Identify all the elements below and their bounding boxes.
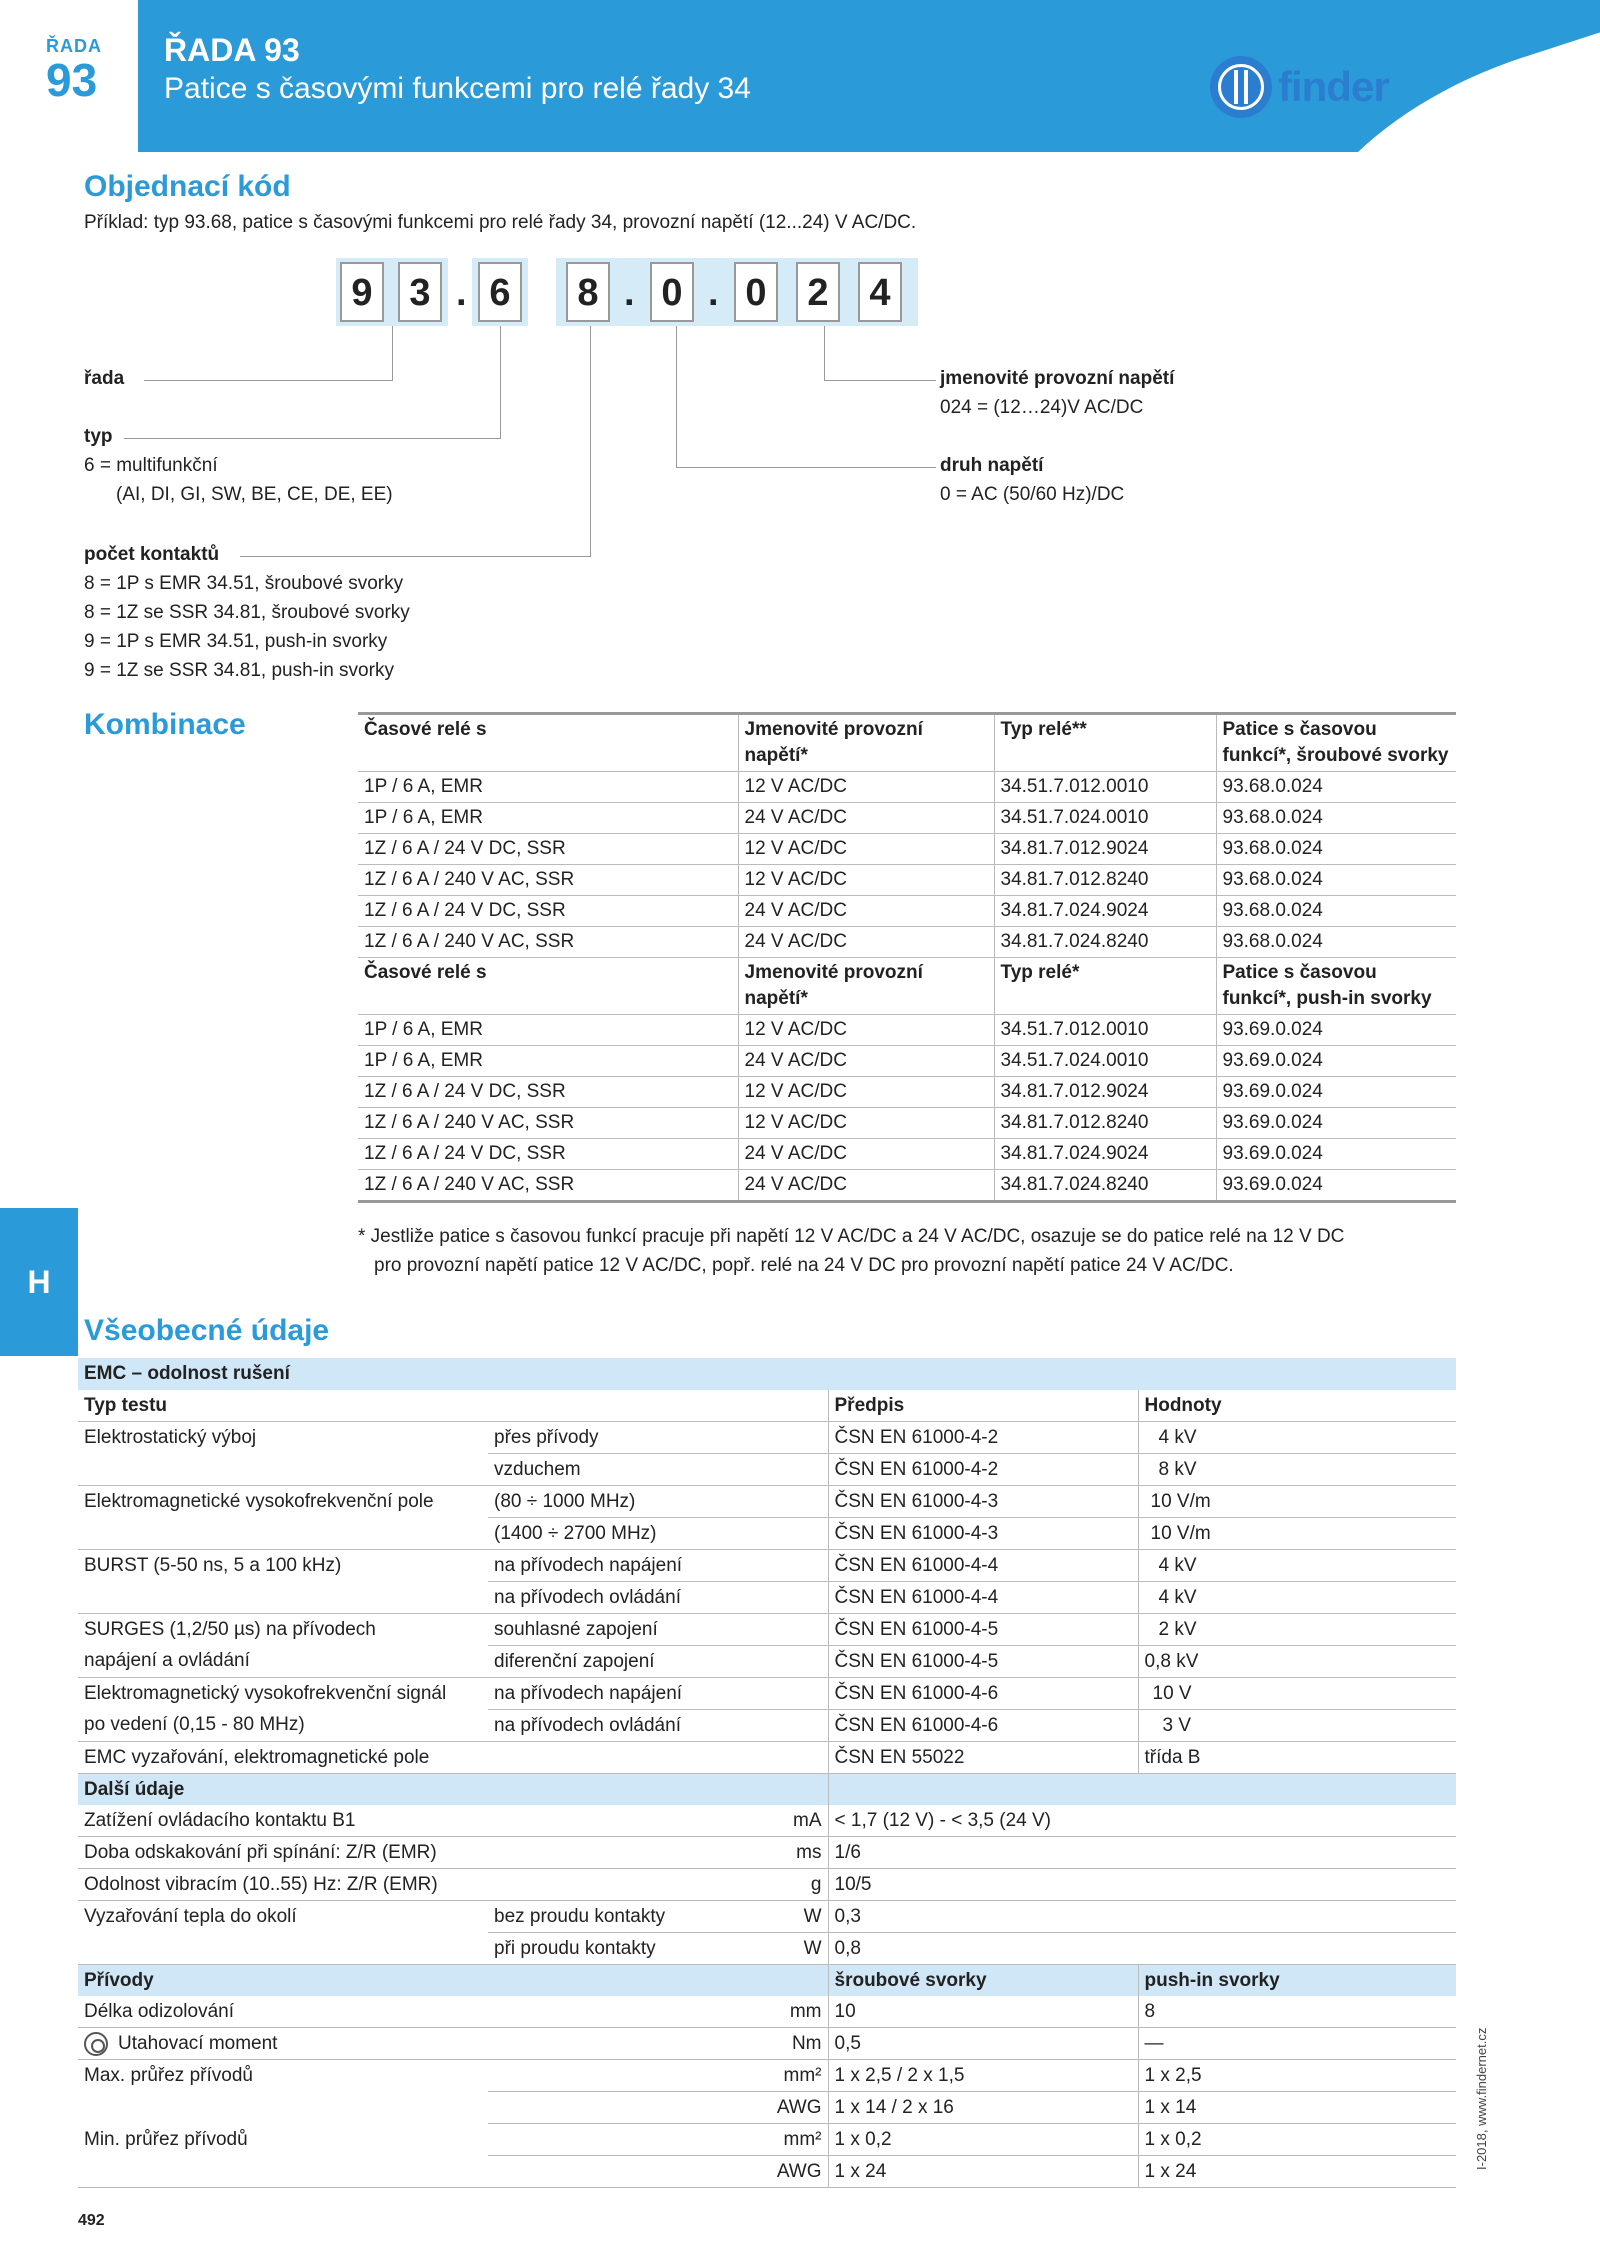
table-cell: na přívodech ovládání bbox=[488, 1709, 828, 1741]
code-digit: 4 bbox=[858, 262, 902, 322]
kombinace-heading: Kombinace bbox=[84, 708, 246, 741]
table-cell: 12 V AC/DC bbox=[738, 1108, 994, 1139]
table-band-row bbox=[78, 1358, 1456, 1390]
table-row bbox=[78, 1581, 1456, 1613]
table-cell: 1 x 14 / 2 x 16 bbox=[828, 2092, 1138, 2124]
table-cell: Zatížení ovládacího kontaktu B1 bbox=[78, 1805, 488, 1837]
table-cell: 1 x 2,5 bbox=[1138, 2060, 1456, 2092]
table-cell: ČSN EN 61000-4-5 bbox=[828, 1645, 1138, 1677]
table-cell: 93.69.0.024 bbox=[1216, 1077, 1456, 1108]
table-cell: na přívodech napájení bbox=[488, 1677, 828, 1709]
kombinace-table bbox=[358, 712, 1456, 1203]
table-header-cell: Patice s časovou funkcí*, šroubové svorky bbox=[1216, 714, 1456, 772]
table-band-row bbox=[78, 1964, 1456, 1996]
table-cell: 34.51.7.012.0010 bbox=[994, 772, 1216, 803]
table-header-row bbox=[358, 714, 1456, 772]
table-cell: 93.68.0.024 bbox=[1216, 834, 1456, 865]
table-cell: 1 x 2,5 / 2 x 1,5 bbox=[828, 2060, 1138, 2092]
table-cell-unit: ms bbox=[488, 1836, 828, 1868]
table-cell: 1P / 6 A, EMR bbox=[358, 1015, 738, 1046]
table-cell: 1 x 24 bbox=[1138, 2156, 1456, 2188]
table-cell: 93.69.0.024 bbox=[1216, 1046, 1456, 1077]
table-cell: — bbox=[1138, 2028, 1456, 2060]
band-label: push-in svorky bbox=[1138, 1964, 1456, 1996]
table-cell bbox=[488, 1900, 828, 1932]
table-cell: 34.81.7.012.9024 bbox=[994, 1077, 1216, 1108]
table-cell: < 1,7 (12 V) - < 3,5 (24 V) bbox=[828, 1805, 1456, 1837]
table-cell: 34.51.7.012.0010 bbox=[994, 1015, 1216, 1046]
table-row bbox=[78, 1868, 1456, 1900]
pocet-line: 9 = 1Z se SSR 34.81, push-in svorky bbox=[84, 660, 394, 681]
table-cell: 12 V AC/DC bbox=[738, 1015, 994, 1046]
kombinace-footnote bbox=[358, 1222, 1344, 1280]
table-cell: 1P / 6 A, EMR bbox=[358, 772, 738, 803]
table-band-row bbox=[78, 1773, 1456, 1805]
table-cell: 10 V/m bbox=[1138, 1485, 1456, 1517]
table-cell-sub: bez proudu kontakty bbox=[494, 1905, 666, 1927]
table-row bbox=[358, 1170, 1456, 1202]
table-cell: 8 bbox=[1138, 1996, 1456, 2028]
table-row bbox=[78, 1836, 1456, 1868]
table-cell: 1 x 0,2 bbox=[828, 2124, 1138, 2156]
table-cell: ČSN EN 61000-4-2 bbox=[828, 1421, 1138, 1453]
connector-line bbox=[144, 380, 392, 381]
table-cell bbox=[78, 1581, 488, 1613]
table-cell: 34.51.7.024.0010 bbox=[994, 1046, 1216, 1077]
table-row bbox=[358, 896, 1456, 927]
code-digit: 0 bbox=[650, 262, 694, 322]
table-row bbox=[358, 1108, 1456, 1139]
ordering-heading: Objednací kód bbox=[84, 170, 291, 203]
page-subtitle: Patice s časovými funkcemi pro relé řady 34 bbox=[164, 72, 751, 105]
code-digit: 0 bbox=[734, 262, 778, 322]
table-header-cell: Typ testu bbox=[78, 1390, 828, 1422]
table-cell: SURGES (1,2/50 µs) na přívodech bbox=[84, 1618, 376, 1640]
band-label: Přívody bbox=[78, 1964, 828, 1996]
table-cell: 0,8 kV bbox=[1138, 1645, 1456, 1677]
jmenovite-napeti-value: 024 = (12…24)V AC/DC bbox=[940, 397, 1144, 418]
table-cell: 12 V AC/DC bbox=[738, 834, 994, 865]
table-cell: 10 bbox=[828, 1996, 1138, 2028]
table-cell: 93.69.0.024 bbox=[1216, 1139, 1456, 1170]
table-cell: 93.69.0.024 bbox=[1216, 1108, 1456, 1139]
table-cell-unit: mA bbox=[488, 1805, 828, 1837]
table-row bbox=[78, 2060, 1456, 2092]
table-cell: EMC vyzařování, elektromagnetické pole bbox=[78, 1741, 828, 1773]
table-header-cell: Typ relé* bbox=[994, 958, 1216, 1015]
table-cell: 93.68.0.024 bbox=[1216, 772, 1456, 803]
table-cell: diferenční zapojení bbox=[488, 1645, 828, 1677]
code-dot: . bbox=[456, 272, 467, 314]
table-cell: 1/6 bbox=[828, 1836, 1456, 1868]
page-title: ŘADA 93 bbox=[164, 32, 300, 68]
table-cell: 93.68.0.024 bbox=[1216, 865, 1456, 896]
label-pocet-kontaktu: počet kontaktů bbox=[84, 544, 220, 565]
table-cell: 93.68.0.024 bbox=[1216, 896, 1456, 927]
table-cell bbox=[78, 1517, 488, 1549]
connector-line bbox=[240, 556, 590, 557]
table-cell: 1Z / 6 A / 24 V DC, SSR bbox=[358, 1139, 738, 1170]
table-cell: Max. průřez přívodů bbox=[84, 2065, 253, 2087]
table-row bbox=[78, 1741, 1456, 1773]
table-cell-unit: AWG bbox=[488, 2092, 828, 2124]
table-cell: 4 kV bbox=[1138, 1581, 1456, 1613]
band-label: Další údaje bbox=[78, 1773, 828, 1805]
table-cell: 34.81.7.024.9024 bbox=[994, 896, 1216, 927]
table-cell: ČSN EN 55022 bbox=[828, 1741, 1138, 1773]
connector-line bbox=[392, 326, 393, 381]
ordering-example: Příklad: typ 93.68, patice s časovými funkcemi pro relé řady 34, provozní napětí (12...24) V AC/DC. bbox=[84, 212, 917, 233]
table-cell: (80 ÷ 1000 MHz) bbox=[488, 1485, 828, 1517]
table-cell: 93.68.0.024 bbox=[1216, 803, 1456, 834]
table-row bbox=[78, 2092, 1456, 2124]
page-number: 492 bbox=[78, 2212, 105, 2229]
table-cell: vzduchem bbox=[488, 1453, 828, 1485]
table-row bbox=[358, 1015, 1456, 1046]
table-cell: napájení a ovládání bbox=[78, 1645, 488, 1677]
table-cell-unit: g bbox=[488, 1868, 828, 1900]
pocet-line: 8 = 1Z se SSR 34.81, šroubové svorky bbox=[84, 602, 410, 623]
table-cell-unit: W bbox=[803, 1905, 822, 1927]
table-cell: 24 V AC/DC bbox=[738, 803, 994, 834]
table-cell: ČSN EN 61000-4-4 bbox=[828, 1581, 1138, 1613]
table-cell: 34.81.7.012.8240 bbox=[994, 1108, 1216, 1139]
table-cell: 24 V AC/DC bbox=[738, 1046, 994, 1077]
finder-logo-icon bbox=[1210, 56, 1272, 118]
table-cell: 0,3 bbox=[828, 1900, 1456, 1932]
table-cell: ČSN EN 61000-4-3 bbox=[828, 1517, 1138, 1549]
table-cell: přes přívody bbox=[488, 1421, 828, 1453]
connector-line bbox=[676, 326, 677, 468]
table-cell: 1Z / 6 A / 24 V DC, SSR bbox=[358, 896, 738, 927]
label-rada: řada bbox=[84, 368, 125, 389]
series-side-number: 93 bbox=[46, 54, 98, 106]
druh-napeti-value: 0 = AC (50/60 Hz)/DC bbox=[940, 484, 1125, 505]
table-row bbox=[78, 1645, 1456, 1677]
table-cell: 93.69.0.024 bbox=[1216, 1170, 1456, 1202]
table-row bbox=[78, 1485, 1456, 1517]
table-cell: 10 V/m bbox=[1138, 1517, 1456, 1549]
side-note: I-2018, www.findernet.cz bbox=[1474, 2027, 1489, 2170]
table-cell: 2 kV bbox=[1138, 1613, 1456, 1645]
table-cell: 8 kV bbox=[1138, 1453, 1456, 1485]
table-cell: 24 V AC/DC bbox=[738, 927, 994, 958]
table-row bbox=[358, 803, 1456, 834]
table-cell: 1 x 0,2 bbox=[1138, 2124, 1456, 2156]
torque-icon bbox=[84, 2032, 108, 2056]
table-row bbox=[78, 1932, 1456, 1964]
finder-logo-text: finder bbox=[1278, 63, 1389, 110]
table-cell bbox=[78, 2156, 488, 2188]
table-cell: (1400 ÷ 2700 MHz) bbox=[488, 1517, 828, 1549]
table-cell: 3 V bbox=[1138, 1709, 1456, 1741]
code-dot: . bbox=[624, 272, 635, 314]
code-dot: . bbox=[708, 272, 719, 314]
table-cell: 1P / 6 A, EMR bbox=[358, 1046, 738, 1077]
connector-line bbox=[590, 326, 591, 557]
typ-line: 6 = multifunkční bbox=[84, 455, 218, 476]
table-cell: Elektromagnetické vysokofrekvenční pole bbox=[84, 1490, 434, 1512]
table-row bbox=[78, 1453, 1456, 1485]
table-row bbox=[78, 2028, 1456, 2060]
label-jmenovite-napeti: jmenovité provozní napětí bbox=[940, 368, 1175, 389]
table-cell-unit: Nm bbox=[488, 2028, 828, 2060]
table-cell bbox=[78, 2092, 488, 2124]
table-cell: 12 V AC/DC bbox=[738, 772, 994, 803]
table-row bbox=[358, 1046, 1456, 1077]
connector-line bbox=[124, 438, 500, 439]
table-cell: ČSN EN 61000-4-5 bbox=[828, 1613, 1138, 1645]
table-row bbox=[78, 1677, 1456, 1709]
table-row bbox=[78, 2156, 1456, 2188]
table-cell: 1P / 6 A, EMR bbox=[358, 803, 738, 834]
vseobecne-heading: Všeobecné údaje bbox=[84, 1314, 330, 1347]
table-cell: 1Z / 6 A / 24 V DC, SSR bbox=[358, 834, 738, 865]
table-row bbox=[78, 1805, 1456, 1837]
table-cell: 34.81.7.012.9024 bbox=[994, 834, 1216, 865]
table-cell: 1Z / 6 A / 240 V AC, SSR bbox=[358, 1170, 738, 1202]
general-data-table bbox=[78, 1358, 1456, 2188]
table-cell: 34.81.7.024.8240 bbox=[994, 927, 1216, 958]
table-row bbox=[358, 865, 1456, 896]
table-row bbox=[78, 1517, 1456, 1549]
table-cell: po vedení (0,15 - 80 MHz) bbox=[78, 1709, 488, 1741]
table-cell-unit: mm² bbox=[488, 2060, 828, 2092]
code-digit: 2 bbox=[796, 262, 840, 322]
code-digit: 6 bbox=[478, 262, 522, 322]
table-cell: Doba odskakování při spínání: Z/R (EMR) bbox=[78, 1836, 488, 1868]
table-header-cell: Patice s časovou funkcí*, push-in svorky bbox=[1216, 958, 1456, 1015]
table-cell: na přívodech napájení bbox=[488, 1549, 828, 1581]
code-digit: 3 bbox=[398, 262, 442, 322]
table-cell bbox=[78, 1453, 488, 1485]
table-cell: ČSN EN 61000-4-2 bbox=[828, 1453, 1138, 1485]
table-row bbox=[78, 1996, 1456, 2028]
table-cell: 10/5 bbox=[828, 1868, 1456, 1900]
table-cell: Elektromagnetický vysokofrekvenční signál bbox=[84, 1682, 447, 1704]
table-row bbox=[78, 1549, 1456, 1581]
table-header-row bbox=[78, 1390, 1456, 1422]
band-empty bbox=[828, 1773, 1456, 1805]
section-tab-h: H bbox=[0, 1208, 78, 1356]
band-label: EMC – odolnost rušení bbox=[78, 1358, 1456, 1390]
table-cell-unit: mm bbox=[488, 1996, 828, 2028]
table-cell: 0,5 bbox=[828, 2028, 1138, 2060]
table-header-cell: Jmenovité provozní napětí* bbox=[738, 714, 994, 772]
table-row bbox=[358, 1139, 1456, 1170]
table-cell bbox=[78, 2028, 488, 2060]
table-cell: 24 V AC/DC bbox=[738, 896, 994, 927]
finder-logo bbox=[1210, 56, 1389, 118]
table-header-cell: Typ relé** bbox=[994, 714, 1216, 772]
table-cell: 4 kV bbox=[1138, 1421, 1456, 1453]
table-row bbox=[358, 927, 1456, 958]
table-cell: 34.81.7.024.8240 bbox=[994, 1170, 1216, 1202]
band-label: šroubové svorky bbox=[828, 1964, 1138, 1996]
connector-line bbox=[500, 326, 501, 439]
table-cell: třída B bbox=[1138, 1741, 1456, 1773]
table-cell: na přívodech ovládání bbox=[488, 1581, 828, 1613]
table-row bbox=[358, 834, 1456, 865]
table-cell: 1Z / 6 A / 24 V DC, SSR bbox=[358, 1077, 738, 1108]
table-cell: ČSN EN 61000-4-3 bbox=[828, 1485, 1138, 1517]
table-row bbox=[78, 2124, 1456, 2156]
table-header-cell: Jmenovité provozní napětí* bbox=[738, 958, 994, 1015]
table-cell: 34.81.7.012.8240 bbox=[994, 865, 1216, 896]
table-cell-label: Utahovací moment bbox=[118, 2033, 278, 2055]
footnote-line: * Jestliže patice s časovou funkcí pracuje při napětí 12 V AC/DC a 24 V AC/DC, osazuje se do patice relé na 12 V DC bbox=[358, 1226, 1345, 1247]
table-cell: 1Z / 6 A / 240 V AC, SSR bbox=[358, 927, 738, 958]
table-cell: 0,8 bbox=[828, 1932, 1456, 1964]
connector-line bbox=[676, 467, 936, 468]
table-cell: 1 x 14 bbox=[1138, 2092, 1456, 2124]
table-cell: 12 V AC/DC bbox=[738, 1077, 994, 1108]
connector-line bbox=[824, 380, 936, 381]
table-row bbox=[78, 1900, 1456, 1932]
table-cell: 24 V AC/DC bbox=[738, 1139, 994, 1170]
table-cell: 10 V bbox=[1138, 1677, 1456, 1709]
label-typ: typ bbox=[84, 426, 113, 447]
table-cell-unit: AWG bbox=[488, 2156, 828, 2188]
table-cell: Délka odizolování bbox=[78, 1996, 488, 2028]
table-cell: 1Z / 6 A / 240 V AC, SSR bbox=[358, 865, 738, 896]
table-row bbox=[78, 1421, 1456, 1453]
table-cell bbox=[78, 1932, 488, 1964]
code-digit: 8 bbox=[566, 262, 610, 322]
table-cell: souhlasné zapojení bbox=[488, 1613, 828, 1645]
table-header-cell: Časové relé s bbox=[358, 958, 738, 1015]
table-cell: Odolnost vibracím (10..55) Hz: Z/R (EMR) bbox=[78, 1868, 488, 1900]
table-row bbox=[358, 772, 1456, 803]
table-header-cell: Předpis bbox=[828, 1390, 1138, 1422]
table-cell: BURST (5-50 ns, 5 a 100 kHz) bbox=[84, 1554, 342, 1576]
table-header-cell: Hodnoty bbox=[1138, 1390, 1456, 1422]
table-row bbox=[78, 1613, 1456, 1645]
table-cell: 93.68.0.024 bbox=[1216, 927, 1456, 958]
table-cell bbox=[488, 1932, 828, 1964]
table-row bbox=[78, 1709, 1456, 1741]
table-cell-unit: W bbox=[803, 1937, 822, 1959]
table-cell: 24 V AC/DC bbox=[738, 1170, 994, 1202]
table-cell: 1 x 24 bbox=[828, 2156, 1138, 2188]
pocet-line: 9 = 1P s EMR 34.51, push-in svorky bbox=[84, 631, 388, 652]
table-cell: ČSN EN 61000-4-6 bbox=[828, 1677, 1138, 1709]
table-cell: ČSN EN 61000-4-6 bbox=[828, 1709, 1138, 1741]
table-cell: 93.69.0.024 bbox=[1216, 1015, 1456, 1046]
table-cell: Min. průřez přívodů bbox=[84, 2128, 248, 2150]
table-cell: ČSN EN 61000-4-4 bbox=[828, 1549, 1138, 1581]
label-druh-napeti: druh napětí bbox=[940, 455, 1044, 476]
table-header-row bbox=[358, 958, 1456, 1015]
table-cell: 4 kV bbox=[1138, 1549, 1456, 1581]
pocet-line: 8 = 1P s EMR 34.51, šroubové svorky bbox=[84, 573, 404, 594]
typ-line: (AI, DI, GI, SW, BE, CE, DE, EE) bbox=[116, 484, 393, 505]
table-cell: Vyzařování tepla do okolí bbox=[84, 1905, 297, 1927]
table-cell-sub: při proudu kontakty bbox=[494, 1937, 656, 1959]
connector-line bbox=[824, 326, 825, 380]
table-cell: 34.51.7.024.0010 bbox=[994, 803, 1216, 834]
series-side-label-text: ŘADA bbox=[46, 36, 102, 56]
table-cell: 1Z / 6 A / 240 V AC, SSR bbox=[358, 1108, 738, 1139]
table-cell-unit: mm² bbox=[488, 2124, 828, 2156]
footnote-line: pro provozní napětí patice 12 V AC/DC, popř. relé na 24 V DC pro provozní napětí patice 24 V AC/DC. bbox=[374, 1255, 1234, 1276]
table-row bbox=[358, 1077, 1456, 1108]
table-cell: 12 V AC/DC bbox=[738, 865, 994, 896]
series-side-label bbox=[46, 36, 102, 106]
table-header-cell: Časové relé s bbox=[358, 714, 738, 772]
table-cell: 34.81.7.024.9024 bbox=[994, 1139, 1216, 1170]
table-cell: Elektrostatický výboj bbox=[84, 1426, 257, 1448]
code-digit: 9 bbox=[340, 262, 384, 322]
